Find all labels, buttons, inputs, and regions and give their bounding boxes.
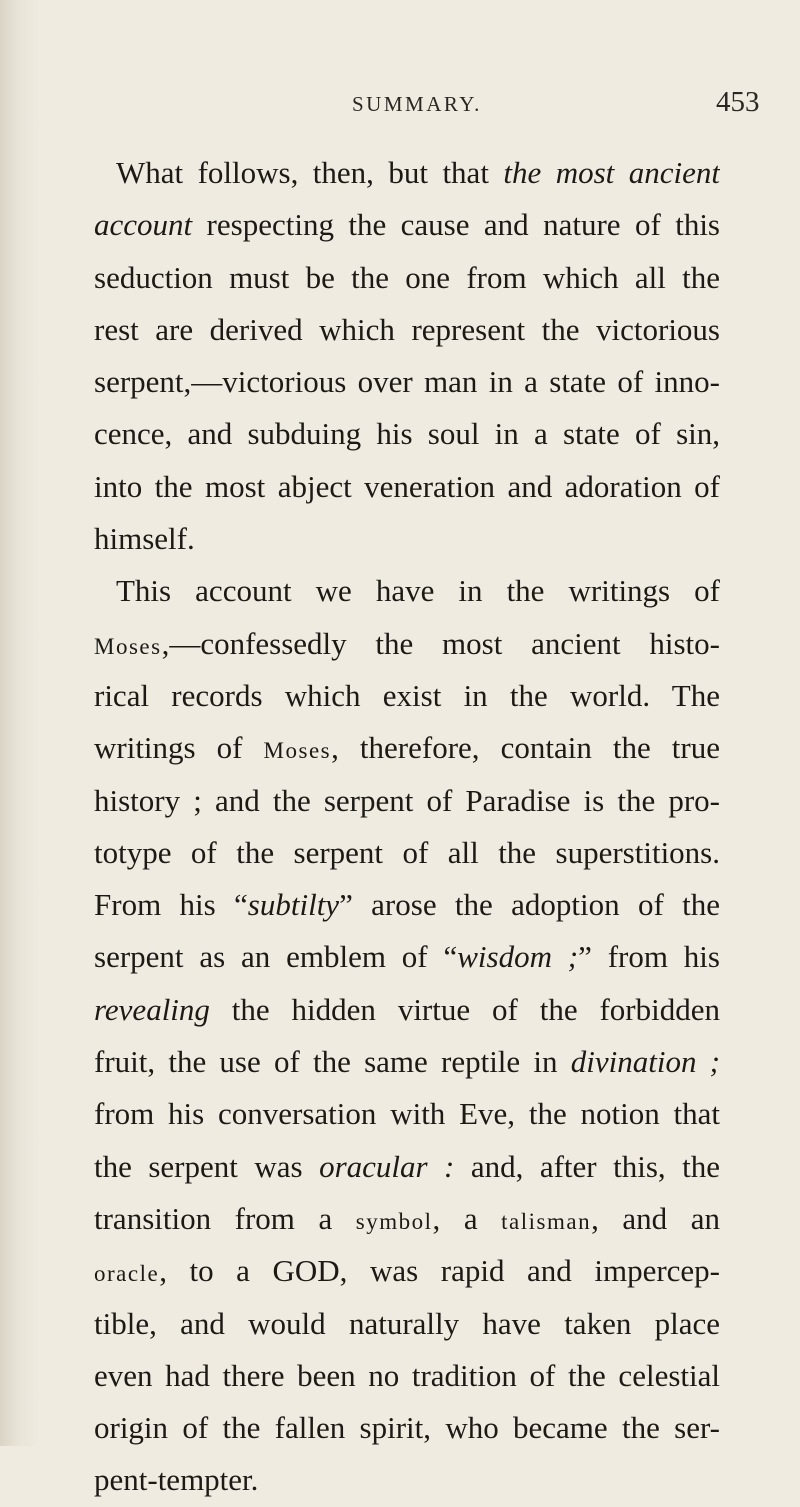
text-line: account respecting the cause and nature of this xyxy=(94,207,720,243)
text-line: serpent as an emblem of “wisdom ;” from his xyxy=(94,939,720,975)
body-text xyxy=(94,147,720,1507)
text-line: even had there been no tradition of the celestial xyxy=(94,1357,720,1393)
text-line: rest are derived which represent the victorious xyxy=(94,311,720,347)
text-line: origin of the fallen spirit, who became the ser- xyxy=(94,1410,720,1446)
text-line: serpent,—victorious over man in a state of inno- xyxy=(94,364,720,400)
text-line: oracle, to a GOD, was rapid and impercep- xyxy=(94,1253,720,1289)
running-head: SUMMARY. xyxy=(352,92,482,116)
text-line: This account we have in the writings of xyxy=(116,573,720,609)
text-line: from his conversation with Eve, the notion that xyxy=(94,1096,720,1132)
text-line: cence, and subduing his soul in a state of sin, xyxy=(94,416,720,452)
text-line: tible, and would naturally have taken place xyxy=(94,1305,720,1341)
text-line: writings of Moses, therefore, contain the true xyxy=(94,730,720,766)
page-number: 453 xyxy=(716,86,760,118)
text-line: revealing the hidden virtue of the forbidden xyxy=(94,991,720,1027)
text-line: rical records which exist in the world. The xyxy=(94,677,720,713)
text-line: the serpent was oracular : and, after this, the xyxy=(94,1148,720,1184)
text-line: totype of the serpent of all the superstitions. xyxy=(94,834,720,870)
text-line: history ; and the serpent of Paradise is the pro- xyxy=(94,782,720,818)
page-header xyxy=(0,86,800,126)
text-line: transition from a symbol, a talisman, and an xyxy=(94,1200,720,1236)
text-line: himself. xyxy=(94,521,195,557)
text-line: seduction must be the one from which all the xyxy=(94,259,720,295)
text-line: From his “subtilty” arose the adoption of the xyxy=(94,887,720,923)
text-line: pent-tempter. xyxy=(94,1462,259,1498)
text-line: fruit, the use of the same reptile in divination ; xyxy=(94,1044,720,1080)
text-line: Moses,—confessedly the most ancient histo- xyxy=(94,625,720,661)
text-line: into the most abject veneration and adoration of xyxy=(94,468,720,504)
text-line: What follows, then, but that the most ancient xyxy=(116,155,720,190)
